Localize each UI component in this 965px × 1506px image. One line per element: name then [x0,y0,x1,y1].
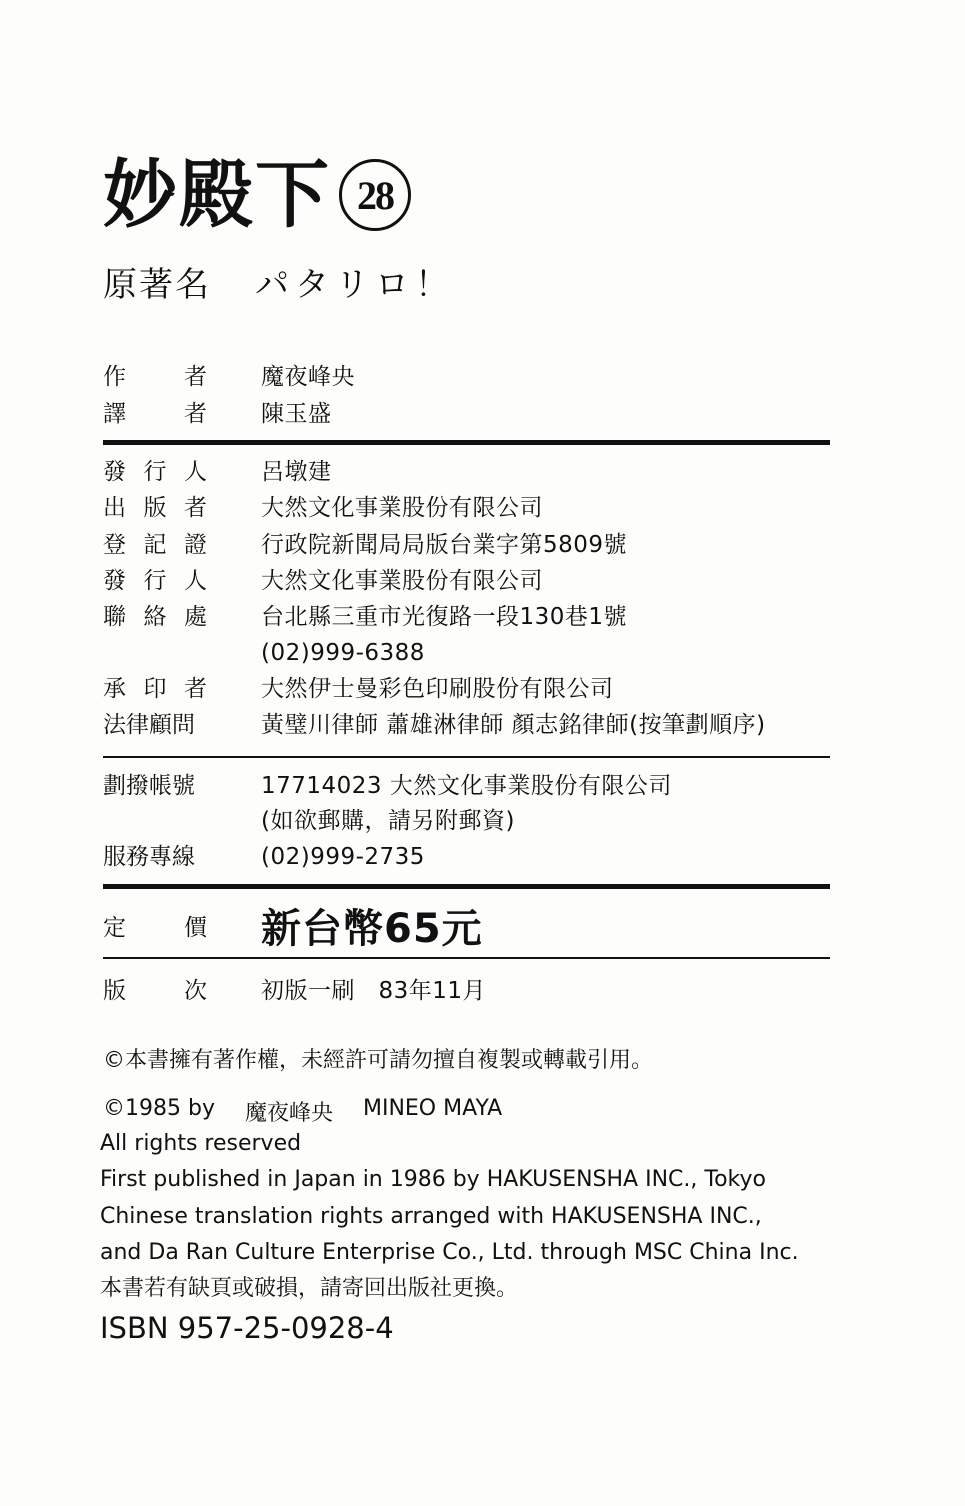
price-row [103,897,483,954]
author-jp: 魔夜峰央 [244,1101,333,1126]
credit-row-translator [103,403,332,426]
isbn: ISBN 957-25-0928-4 [100,1311,394,1345]
info-row [103,606,627,629]
info-value: 大然伊士曼彩色印刷股份有限公司 [261,676,614,702]
edition-label: 版 次 [103,978,207,1004]
price-value: 新台幣65元 [261,906,483,952]
edition-row [103,980,486,1003]
divider [103,957,830,959]
contact-label: 服務專線 [103,844,195,870]
credit-label: 譯 者 [103,401,207,427]
divider [103,756,830,758]
credit-label: 作 者 [103,364,207,390]
info-value: 呂墩建 [261,459,332,485]
info-value: 大然文化事業股份有限公司 [261,568,543,594]
credit-value: 陳玉盛 [261,401,332,427]
info-label: 登 記 證 [103,532,207,558]
info-value: 大然文化事業股份有限公司 [261,495,543,521]
info-row [103,642,425,665]
title-block [103,152,411,238]
contact-label: 劃撥帳號 [103,773,195,799]
info-row [103,678,614,701]
info-label: 承 印 者 [103,676,207,702]
info-label: 出 版 者 [103,495,207,521]
info-value: 行政院新聞局局版台業字第5809號 [261,532,628,558]
contact-value: (如欲郵購，請另附郵資) [261,808,515,834]
through-line: and Da Ran Culture Enterprise Co., Ltd. through MSC China Inc. [100,1240,799,1265]
original-title [103,265,455,305]
info-row [103,461,332,484]
info-value: (02)999-6388 [261,640,425,666]
rights-notice-zh: ©本書擁有著作權，未經許可請勿擅自複製或轉載引用。 [103,1048,654,1073]
credit-row-author [103,366,355,389]
divider [103,884,830,889]
copyright-line [103,1096,532,1127]
info-value: 台北縣三重市光復路一段130巷1號 [261,604,628,630]
contact-row [103,810,515,833]
contact-value: (02)999-2735 [261,844,425,870]
contact-value: 17714023 大然文化事業股份有限公司 [261,773,672,799]
edition-value: 初版一刷 83年11月 [261,978,487,1004]
contact-row [103,775,672,798]
credit-value: 魔夜峰央 [261,364,355,390]
author-en: MINEO MAYA [362,1096,503,1121]
translation-rights: Chinese translation rights arranged with HAKUSENSHA INC., [100,1204,762,1229]
all-rights: All rights reserved [100,1131,302,1156]
info-label: 發 行 人 [103,568,207,594]
info-label: 發 行 人 [103,459,207,485]
divider [103,440,830,445]
volume-badge: 28 [339,159,411,231]
info-row [103,534,627,557]
info-label: 法律顧問 [103,712,195,738]
original-title-label: 原著名 [103,265,211,305]
info-value: 黃璧川律師 蕭雄淋律師 顏志銘律師(按筆劃順序) [261,712,766,738]
info-row [103,570,543,593]
copyright-year: ©1985 by [103,1096,215,1121]
info-label: 聯 絡 處 [103,604,207,630]
replacement-notice: 本書若有缺頁或破損，請寄回出版社更換。 [100,1276,519,1301]
first-published: First published in Japan in 1986 by HAKUSENSHA INC., Tokyo [100,1167,766,1192]
book-title: 妙殿下 [103,152,331,238]
price-label: 定 價 [103,915,207,941]
contact-row [103,846,425,869]
info-row [103,714,766,737]
original-title-value: パタリロ！ [255,265,455,305]
info-row [103,497,543,520]
